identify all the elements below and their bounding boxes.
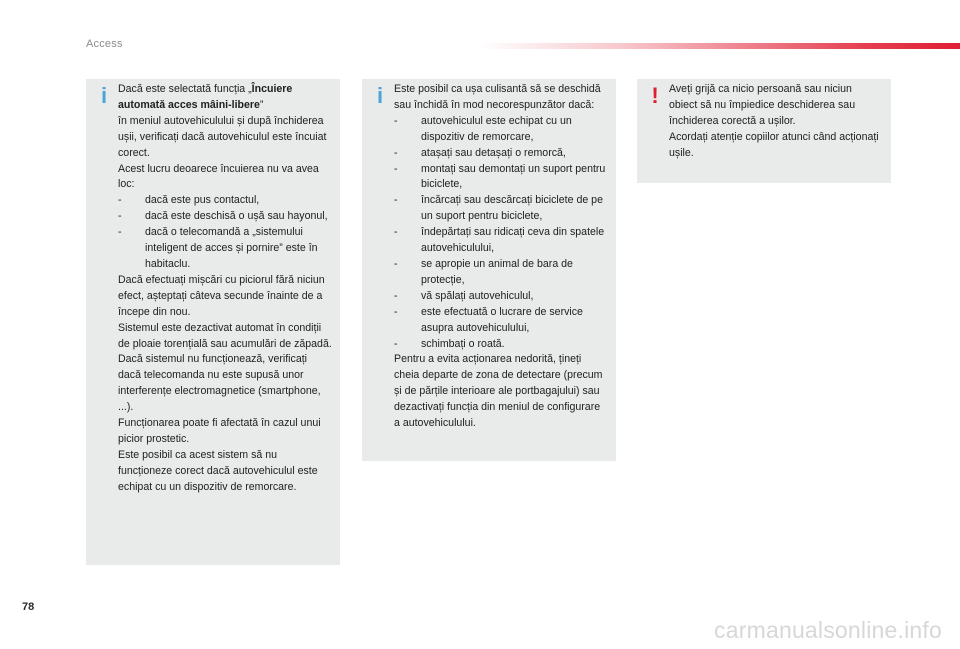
intro-prefix: Dacă este selectată funcția „ — [118, 83, 252, 95]
paragraph: Acordați atenție copiilor atunci când acționați ușile. — [669, 130, 879, 159]
list-item: - vă spălați autovehiculul, — [394, 289, 608, 305]
paragraph: Acest lucru deoarece încuierea nu va avea loc: — [118, 162, 319, 191]
paragraph: Pentru a evita acționarea nedorită, țineți cheia departe de zona de detectare (precum și de părțile interioare ale portbagajului) sau dezactivați funcția din meniul de configurare a autovehiculului. — [394, 353, 603, 430]
warning-panel-doors — [637, 79, 891, 183]
paragraph: Funcționarea poate fi afectată în cazul unui picior prostetic. — [118, 417, 321, 445]
panel-body — [394, 82, 608, 432]
paragraph: Este posibil ca acest sistem să nu funcționeze corect dacă autovehiculul este echipat cu un dispozitiv de remorcare. — [118, 448, 318, 493]
list-item: - este efectuată o lucrare de service asupra autovehiculului, — [394, 305, 608, 337]
list-item: - încărcați sau descărcați biciclete de pe un suport pentru biciclete, — [394, 193, 608, 225]
info-icon: i — [100, 83, 108, 108]
list-item: - dacă este deschisă o ușă sau hayonul, — [118, 209, 332, 225]
info-panel-sliding-door — [362, 79, 616, 461]
warning-icon: ! — [651, 83, 659, 108]
list-item: - se apropie un animal de bara de protecție, — [394, 257, 608, 289]
info-panel-hands-free-locking — [86, 79, 340, 565]
paragraph: Dacă sistemul nu funcționează, verificați dacă telecomanda nu este supusă unor interferențe electromagnetice (smartphone, ...). — [118, 353, 321, 414]
function-name: Încuiere automată acces mâini-libere — [118, 83, 293, 111]
panel-body — [118, 82, 332, 496]
info-icon: i — [376, 83, 384, 108]
paragraph: Este posibil ca ușa culisantă să se deschidă sau închidă în mod necorespunzător dacă: — [394, 83, 601, 111]
panel-body — [669, 82, 883, 162]
list-item: - îndepărtați sau ridicați ceva din spatele autovehiculului, — [394, 225, 608, 257]
page-number: 78 — [22, 601, 35, 613]
paragraph: Sistemul este dezactivat automat în condiții de ploaie torențială sau acumulări de zăpadă. — [118, 321, 332, 350]
list-item: - schimbați o roată. — [394, 337, 608, 353]
list-item: - dacă este pus contactul, — [118, 193, 332, 209]
list-item: - dacă o telecomandă a „sistemului inteligent de acces și pornire” este în habitaclu. — [118, 225, 332, 273]
list-item: - montați sau demontați un suport pentru biciclete, — [394, 162, 608, 194]
list-item: - autovehiculul este echipat cu un dispozitiv de remorcare, — [394, 114, 608, 146]
paragraph: Aveți grijă ca nicio persoană sau niciun obiect să nu împiedice deschiderea sau închiderea corectă a ușilor. — [669, 83, 856, 127]
watermark: carmanualsonline.info — [714, 617, 942, 643]
section-title: Access — [86, 38, 123, 50]
intro-paragraph — [118, 82, 332, 114]
condition-list — [118, 193, 332, 273]
intro-suffix: ” — [259, 98, 264, 111]
header-accent-bar — [480, 43, 960, 49]
paragraph: Dacă efectuați mișcări cu piciorul fără niciun efect, așteptați câteva secunde înainte de a începe din nou. — [118, 273, 325, 318]
list-item: - atașați sau detașați o remorcă, — [394, 146, 608, 162]
condition-list — [394, 114, 608, 353]
paragraph: în meniul autovehiculului și după închiderea ușii, verificați dacă autovehiculul este încuiat corect. — [118, 114, 327, 159]
